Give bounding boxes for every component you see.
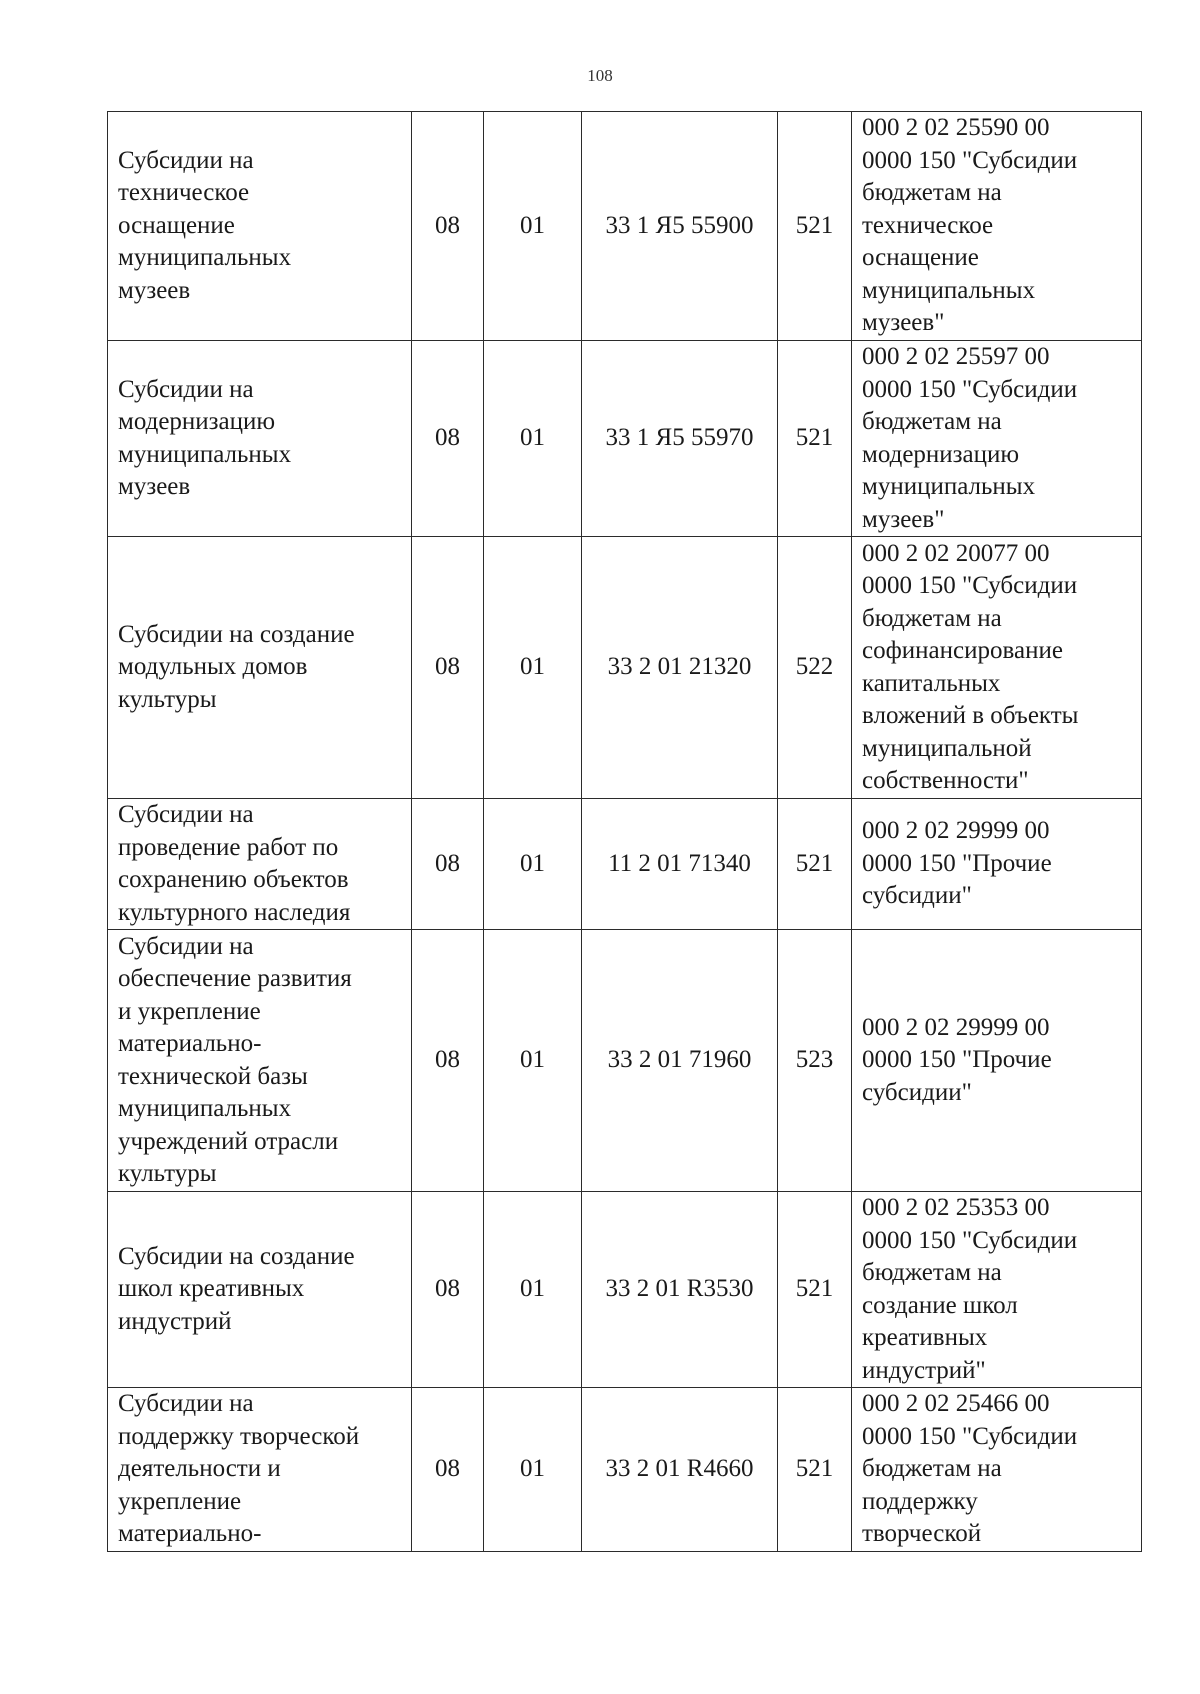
subsidy-name: Субсидии на техническое оснащение муниципальных музеев [118,146,292,304]
subsidy-name: Субсидии на проведение работ по сохранению объектов культурного наследия [118,801,351,926]
subsection-code-cell [484,1388,582,1552]
section-code: 08 [435,1046,460,1074]
target-article: 33 2 01 21320 [607,653,752,681]
target-article: 11 2 01 71340 [608,849,751,877]
expense-type: 522 [795,653,834,681]
table-row [108,799,1142,930]
revenue-code: 000 2 02 29999 00 0000 150 "Прочие субсидии" [862,817,1052,910]
target-article: 33 2 01 R4660 [605,1455,754,1483]
expense-type: 521 [795,849,834,877]
section-code-cell [412,1388,484,1552]
subsidy-name-cell [108,1388,412,1552]
subsection-code: 01 [520,653,545,681]
table-row [108,1388,1142,1552]
revenue-code: 000 2 02 29999 00 0000 150 "Прочие субсидии" [862,1013,1052,1106]
section-code: 08 [435,1275,460,1303]
expense-type-cell [778,341,852,537]
table-row [108,341,1142,537]
revenue-code: 000 2 02 20077 00 0000 150 "Субсидии бюджетам на софинансирование капитальных вложений в объекты муниципальной собственности" [862,539,1079,794]
target-article-cell [582,1388,778,1552]
section-code: 08 [435,849,460,877]
revenue-code-cell [852,537,1142,799]
subsection-code: 01 [520,1455,545,1483]
revenue-code-cell [852,1388,1142,1552]
target-article-cell [582,341,778,537]
target-article-cell [582,537,778,799]
subsidy-name: Субсидии на поддержку творческой деятельности и укрепление материально- [118,1390,360,1548]
table-row [108,930,1142,1192]
section-code-cell [412,341,484,537]
revenue-code-cell [852,112,1142,341]
subsidy-name: Субсидии на модернизацию муниципальных музеев [118,375,292,500]
subsection-code-cell [484,1192,582,1388]
subsidy-name-cell [108,537,412,799]
subsidy-name-cell [108,799,412,930]
section-code-cell [412,537,484,799]
subsection-code: 01 [520,211,545,239]
table-row [108,537,1142,799]
target-article-cell [582,112,778,341]
section-code: 08 [435,424,460,452]
subsection-code-cell [484,112,582,341]
subsidy-name-cell [108,341,412,537]
subsection-code-cell [484,341,582,537]
revenue-code-cell [852,341,1142,537]
expense-type-cell [778,537,852,799]
target-article: 33 1 Я5 55900 [605,211,754,239]
subsidy-name-cell [108,1192,412,1388]
expense-type-cell [778,1192,852,1388]
target-article-cell [582,1192,778,1388]
target-article-cell [582,930,778,1192]
expense-type: 521 [795,1455,834,1483]
target-article-cell [582,799,778,930]
budget-classification-table [107,111,1142,1552]
table-row [108,1192,1142,1388]
section-code-cell [412,930,484,1192]
expense-type: 521 [795,424,834,452]
revenue-code: 000 2 02 25466 00 0000 150 "Субсидии бюджетам на поддержку творческой [862,1390,1078,1548]
subsidy-name: Субсидии на обеспечение развития и укрепление материально- технической базы муниципальных учреждений отрасли культуры [118,932,352,1187]
subsidy-name-cell [108,930,412,1192]
page-number: 108 [587,66,613,85]
subsection-code-cell [484,537,582,799]
target-article: 33 2 01 R3530 [605,1275,754,1303]
revenue-code-cell [852,1192,1142,1388]
section-code: 08 [435,211,460,239]
table-row [108,112,1142,341]
expense-type: 521 [795,211,834,239]
section-code: 08 [435,1455,460,1483]
subsection-code: 01 [520,1046,545,1074]
section-code: 08 [435,653,460,681]
revenue-code: 000 2 02 25353 00 0000 150 "Субсидии бюджетам на создание школ креативных индустрий" [862,1194,1078,1384]
section-code-cell [412,799,484,930]
subsidy-name: Субсидии на создание школ креативных индустрий [118,1242,355,1335]
section-code-cell [412,112,484,341]
expense-type-cell [778,112,852,341]
subsection-code: 01 [520,424,545,452]
expense-type: 523 [795,1046,834,1074]
target-article: 33 1 Я5 55970 [605,424,754,452]
subsection-code-cell [484,799,582,930]
revenue-code: 000 2 02 25590 00 0000 150 "Субсидии бюджетам на техническое оснащение муниципальных музеев" [862,114,1078,337]
expense-type: 521 [795,1275,834,1303]
subsidy-name-cell [108,112,412,341]
revenue-code-cell [852,799,1142,930]
target-article: 33 2 01 71960 [607,1046,752,1074]
expense-type-cell [778,799,852,930]
subsidy-name: Субсидии на создание модульных домов культуры [118,620,355,713]
revenue-code: 000 2 02 25597 00 0000 150 "Субсидии бюджетам на модернизацию муниципальных музеев" [862,343,1078,533]
subsection-code-cell [484,930,582,1192]
expense-type-cell [778,930,852,1192]
subsection-code: 01 [520,849,545,877]
revenue-code-cell [852,930,1142,1192]
section-code-cell [412,1192,484,1388]
subsection-code: 01 [520,1275,545,1303]
expense-type-cell [778,1388,852,1552]
